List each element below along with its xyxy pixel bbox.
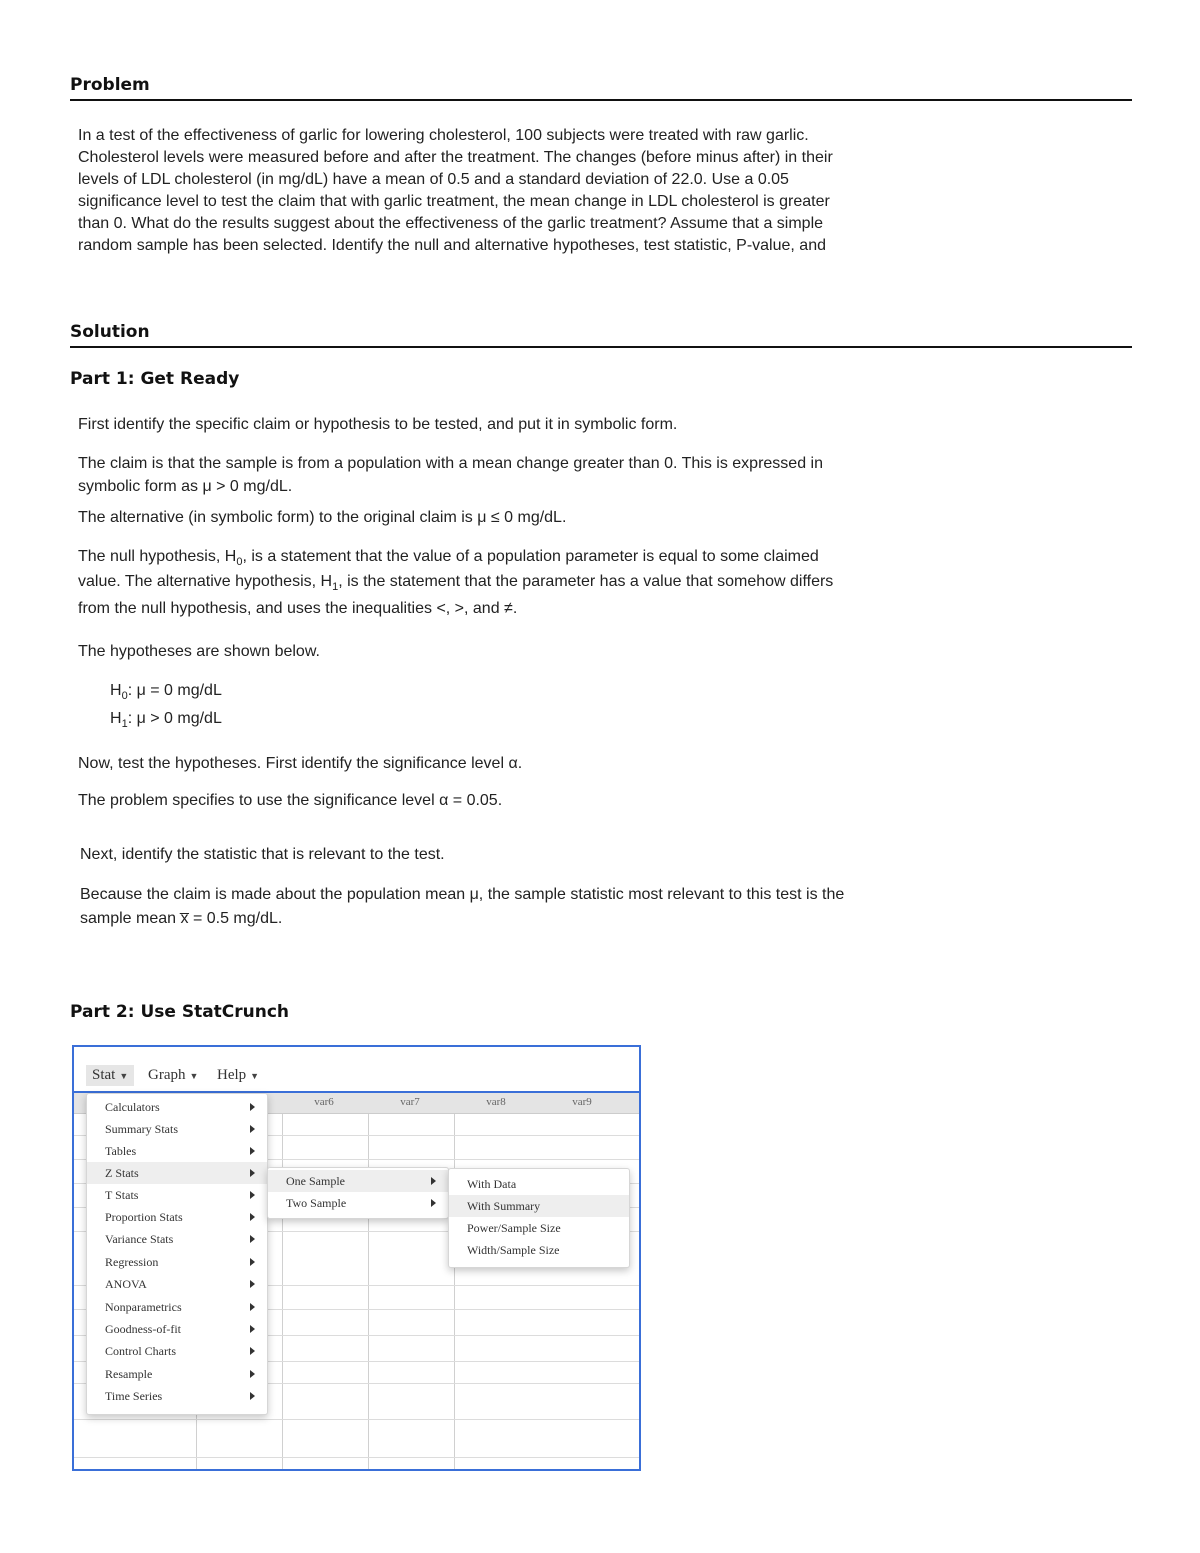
chevron-right-icon (250, 1103, 255, 1111)
menu-item-label: Regression (105, 1255, 159, 1269)
help-menu-label: Help (217, 1067, 247, 1083)
menu-item-time-series[interactable] (87, 1385, 267, 1407)
chevron-right-icon (250, 1169, 255, 1177)
menu-item-label: Calculators (105, 1100, 160, 1114)
stat-menu[interactable] (86, 1065, 134, 1086)
menu-item-label: Control Charts (105, 1344, 176, 1358)
h0-hypothesis (110, 682, 222, 702)
subscript: 1 (121, 718, 128, 731)
statistic-line-1: Because the claim is made about the population mean μ, the sample statistic most relevant to this test is the (80, 886, 845, 903)
menu-item-tables[interactable] (87, 1140, 267, 1162)
stat-dropdown (86, 1093, 268, 1415)
menu-item-label: Resample (105, 1367, 153, 1381)
grid-row-divider (74, 1457, 639, 1458)
menu-item-label: Time Series (105, 1389, 163, 1403)
problem-line: levels of LDL cholesterol (in mg/dL) have a mean of 0.5 and a standard deviation of 22.0. Use a 0.05 (78, 171, 789, 188)
text-run: The null hypothesis, H (78, 548, 237, 565)
grid-col-divider (454, 1093, 455, 1469)
menu-item-goodness-of-fit[interactable] (87, 1318, 267, 1340)
menu-item-resample[interactable] (87, 1363, 267, 1385)
h1-hypothesis (110, 710, 222, 730)
graph-menu[interactable] (142, 1065, 204, 1086)
significance-level: The problem specifies to use the significance level α = 0.05. (78, 792, 503, 809)
graph-menu-label: Graph (148, 1067, 186, 1083)
statcrunch-screenshot (72, 1045, 641, 1471)
text-run: value. The alternative hypothesis, H (78, 573, 333, 590)
menu-item-summary-stats[interactable] (87, 1118, 267, 1140)
solution-heading: Solution (70, 322, 150, 342)
chevron-right-icon (250, 1303, 255, 1311)
menu-item-with-data[interactable]: With Data (467, 1177, 517, 1191)
claim-line-2: symbolic form as μ > 0 mg/dL. (78, 478, 293, 495)
menu-item-nonparametrics[interactable] (87, 1296, 267, 1318)
inequalities-line: from the null hypothesis, and uses the inequalities <, >, and ≠. (78, 600, 518, 617)
chevron-right-icon (250, 1392, 255, 1400)
menu-item-t-stats[interactable] (87, 1184, 267, 1206)
chevron-right-icon (250, 1325, 255, 1333)
chevron-right-icon (250, 1125, 255, 1133)
chevron-right-icon (431, 1199, 436, 1207)
menu-item-proportion-stats[interactable] (87, 1206, 267, 1228)
menu-item-width-sample-size[interactable]: Width/Sample Size (467, 1243, 560, 1257)
text-run: , is the statement that the parameter has a value that somehow differs (338, 573, 834, 590)
column-header[interactable]: var7 (400, 1096, 420, 1108)
hypotheses-intro: The hypotheses are shown below. (78, 643, 320, 660)
chevron-right-icon (250, 1191, 255, 1199)
text-run: : μ > 0 mg/dL (127, 710, 222, 727)
subscript: 0 (236, 556, 243, 569)
chevron-right-icon (250, 1280, 255, 1288)
problem-line: than 0. What do the results suggest about the effectiveness of the garlic treatment? Assume that a simple (78, 215, 824, 232)
caret-down-icon: ▼ (189, 1071, 199, 1081)
grid-row-divider (74, 1419, 639, 1420)
menu-item-label: Variance Stats (105, 1232, 174, 1246)
help-menu[interactable] (211, 1065, 265, 1086)
menu-item-z-stats[interactable] (87, 1162, 267, 1184)
menu-item-one-sample[interactable] (268, 1170, 448, 1192)
grid-col-divider (282, 1093, 283, 1469)
menu-item-power-sample-size[interactable]: Power/Sample Size (467, 1221, 561, 1235)
column-header[interactable]: var8 (486, 1096, 506, 1108)
alternative-claim: The alternative (in symbolic form) to the original claim is μ ≤ 0 mg/dL. (78, 509, 567, 526)
chevron-right-icon (250, 1347, 255, 1355)
menu-item-label: Tables (105, 1144, 137, 1158)
grid-col-divider (368, 1093, 369, 1469)
subscript: 1 (332, 581, 339, 594)
menu-item-anova[interactable] (87, 1273, 267, 1295)
text-run: , is a statement that the value of a population parameter is equal to some claimed (242, 548, 819, 565)
column-header[interactable]: var9 (572, 1096, 592, 1108)
claim-line-1: The claim is that the sample is from a population with a mean change greater than 0. This is expressed in (78, 455, 823, 472)
menu-item-label: Z Stats (105, 1166, 139, 1180)
caret-down-icon: ▼ (119, 1071, 129, 1081)
menu-item-label: T Stats (105, 1188, 139, 1202)
problem-line: In a test of the effectiveness of garlic for lowering cholesterol, 100 subjects were treated with raw garlic. (78, 127, 809, 144)
column-header[interactable]: var6 (314, 1096, 334, 1108)
statistic-intro: Next, identify the statistic that is relevant to the test. (80, 846, 445, 863)
part1-title: Part 1: Get Ready (70, 369, 240, 389)
problem-line: random sample has been selected. Identify the null and alternative hypotheses, test statistic, P-value, and (78, 237, 826, 254)
problem-text (78, 125, 918, 257)
chevron-right-icon (250, 1147, 255, 1155)
menu-item-label: Two Sample (286, 1196, 347, 1210)
one-sample-submenu (448, 1168, 630, 1268)
chevron-right-icon (250, 1370, 255, 1378)
text-run: H (110, 682, 122, 699)
grid-col-divider (639, 1093, 640, 1469)
menu-item-with-summary[interactable]: With Summary (449, 1195, 629, 1217)
menu-item-label: Goodness-of-fit (105, 1322, 181, 1336)
stat-menu-label: Stat (92, 1067, 116, 1083)
text-run: : μ = 0 mg/dL (127, 682, 222, 699)
menu-item-label: Nonparametrics (105, 1300, 182, 1314)
chevron-right-icon (250, 1258, 255, 1266)
menu-item-calculators[interactable] (87, 1096, 267, 1118)
statistic-line-2: sample mean x̅ = 0.5 mg/dL. (80, 910, 283, 927)
chevron-right-icon (431, 1177, 436, 1185)
problem-heading: Problem (70, 75, 150, 95)
text-run: H (110, 710, 122, 727)
problem-line: significance level to test the claim that with garlic treatment, the mean change in LDL cholesterol is greater (78, 193, 830, 210)
menu-bar (74, 1047, 639, 1093)
menu-item-variance-stats[interactable] (87, 1228, 267, 1250)
null-hypothesis-def (78, 548, 819, 568)
alt-hypothesis-def (78, 573, 833, 593)
significance-intro: Now, test the hypotheses. First identify the significance level α. (78, 755, 523, 772)
menu-item-label: ANOVA (105, 1277, 147, 1291)
menu-item-control-charts[interactable] (87, 1340, 267, 1362)
solution-rule (70, 346, 1132, 348)
chevron-right-icon (250, 1213, 255, 1221)
menu-item-label: Summary Stats (105, 1122, 179, 1136)
problem-line: Cholesterol levels were measured before and after the treatment. The changes (before minus after) in their (78, 149, 833, 166)
problem-rule (70, 99, 1132, 101)
menu-item-label: One Sample (286, 1174, 345, 1188)
chevron-right-icon (250, 1235, 255, 1243)
subscript: 0 (121, 690, 128, 703)
z-stats-submenu (267, 1167, 449, 1219)
caret-down-icon: ▼ (250, 1071, 260, 1081)
part2-title: Part 2: Use StatCrunch (70, 1002, 290, 1022)
part1-step1: First identify the specific claim or hypothesis to be tested, and put it in symbolic form. (78, 416, 678, 433)
menu-item-regression[interactable] (87, 1251, 267, 1273)
menu-item-two-sample[interactable] (268, 1192, 448, 1214)
menu-item-label: Proportion Stats (105, 1210, 183, 1224)
